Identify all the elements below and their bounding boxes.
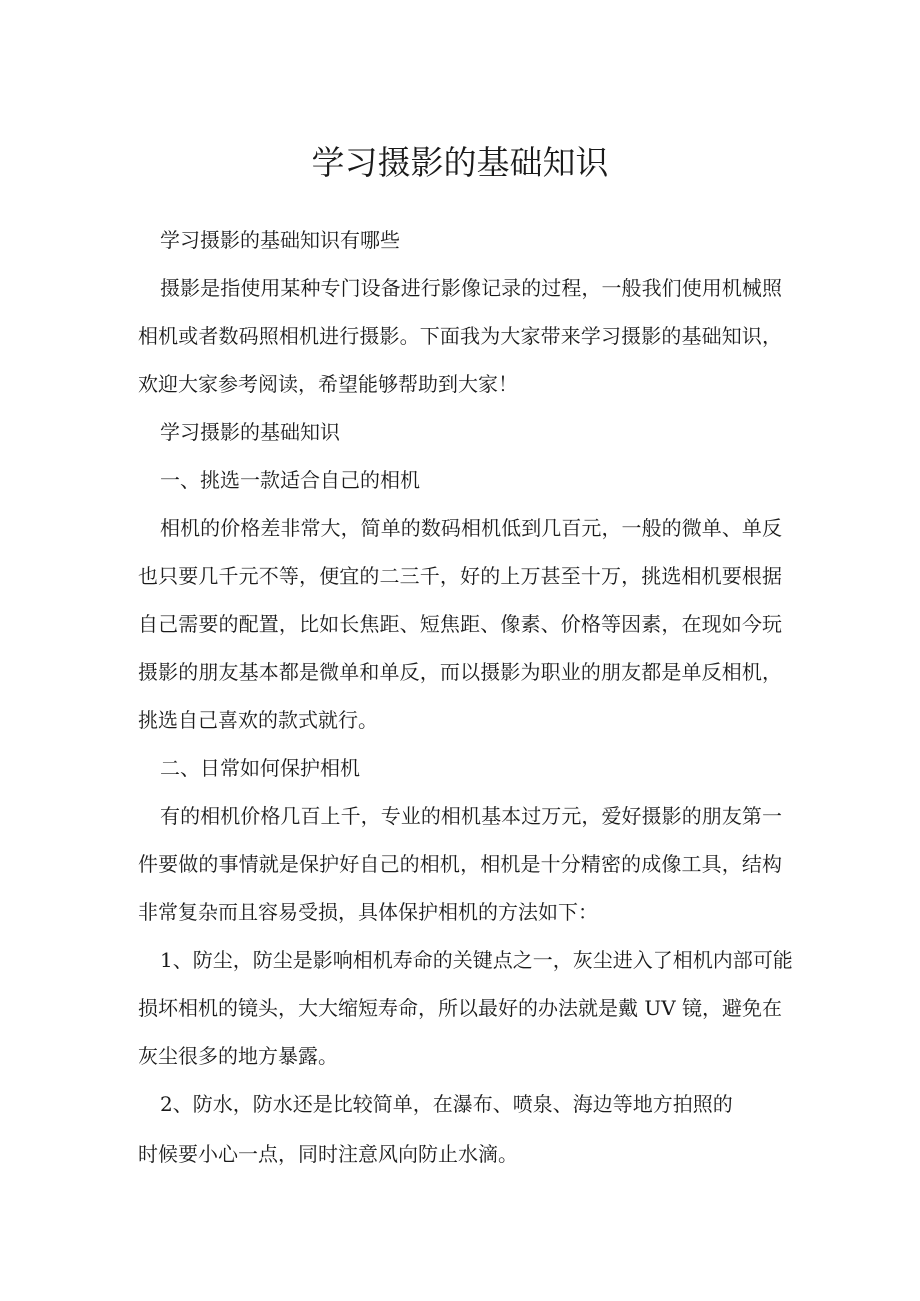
paragraph-line: 有的相机价格几百上千，专业的相机基本过万元，爱好摄影的朋友第一 (160, 804, 782, 828)
paragraph-line: 损坏相机的镜头，大大缩短寿命，所以最好的办法就是戴 UV 镜，避免在 (138, 996, 783, 1020)
paragraph-line: 1、防尘，防尘是影响相机寿命的关键点之一，灰尘进入了相机内部可能 (160, 948, 793, 972)
paragraph-line: 相机的价格差非常大，简单的数码相机低到几百元，一般的微单、单反 (160, 516, 782, 540)
paragraph-line: 摄影是指使用某种专门设备进行影像记录的过程，一般我们使用机械照 (160, 276, 782, 300)
paragraph-line: 灰尘很多的地方暴露。 (138, 1044, 338, 1068)
paragraph-line: 时候要小心一点，同时注意风向防止水滴。 (138, 1142, 518, 1166)
section-heading: 二、日常如何保护相机 (160, 756, 360, 780)
paragraph-line: 挑选自己喜欢的款式就行。 (138, 708, 378, 732)
paragraph-line: 也只要几千元不等，便宜的二三千，好的上万甚至十万，挑选相机要根据 (138, 564, 782, 588)
document-title: 学习摄影的基础知识 (311, 143, 609, 182)
paragraph-line: 相机或者数码照相机进行摄影。下面我为大家带来学习摄影的基础知识， (138, 324, 782, 348)
paragraph-line: 欢迎大家参考阅读，希望能够帮助到大家！ (138, 372, 518, 396)
paragraph-line: 摄影的朋友基本都是微单和单反，而以摄影为职业的朋友都是单反相机， (138, 660, 782, 684)
paragraph-line: 自己需要的配置，比如长焦距、短焦距、像素、价格等因素，在现如今玩 (138, 612, 782, 636)
paragraph-line: 件要做的事情就是保护好自己的相机，相机是十分精密的成像工具，结构 (138, 852, 782, 876)
paragraph-line: 非常复杂而且容易受损，具体保护相机的方法如下： (138, 900, 598, 924)
subtitle-line: 学习摄影的基础知识有哪些 (160, 228, 400, 252)
paragraph-line: 2、防水，防水还是比较简单，在瀑布、喷泉、海边等地方拍照的 (160, 1092, 733, 1116)
section-heading: 学习摄影的基础知识 (160, 420, 340, 444)
section-heading: 一、挑选一款适合自己的相机 (160, 468, 420, 492)
